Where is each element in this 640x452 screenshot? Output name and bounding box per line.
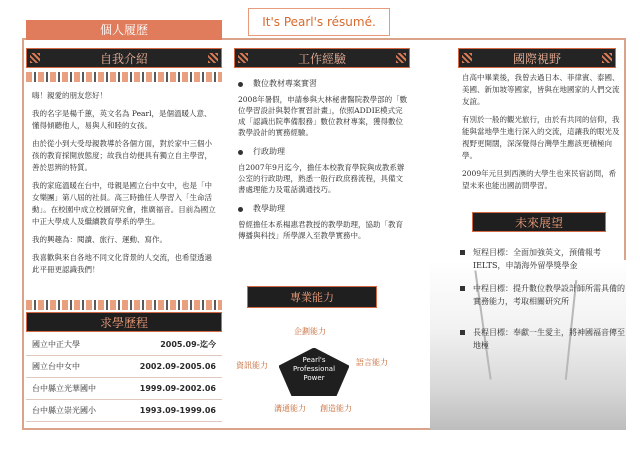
intro-paragraph: 我的家庭溫暖在台中，母親是國立台中女中，也是「中女樂團」第八屆的社員。高三時擔任人學習入「生命活動」。在校園中成立校園研究會，推廣福音。目前為國立中正大學成人及繼續教育學系的學生。	[32, 181, 216, 226]
school-dates: 1993.09-1999.06	[139, 406, 216, 415]
intro-paragraph: 我的名字是楊千蕙，英文名為 Pearl，是個溫暖人意、懂得傾聽他人，易與人和睦的女孩。	[32, 109, 212, 130]
bullet-icon	[238, 82, 243, 87]
intro-body	[26, 90, 222, 282]
ability-label: 語言能力	[356, 358, 388, 367]
school-dates: 1999.09-2002.06	[139, 384, 216, 393]
intro-heading: 自我介紹	[26, 48, 222, 68]
work-section	[234, 74, 410, 249]
pattern-left-icon	[238, 53, 248, 63]
future-goal: 短程目標：全面加強英文，預備報考IELTS，申請海外留學獎學金	[456, 246, 626, 272]
pattern-left-icon	[462, 53, 472, 63]
bullet-icon	[238, 207, 243, 212]
work-item-text: 曾經擔任本系楊惠君教授的教學助理，協助「教育傳播與科技」所學課入至教學實務中。	[238, 220, 403, 240]
bullet-icon	[460, 286, 465, 291]
international-paragraph: 自高中畢業後，我曾去過日本、菲律賓、泰國、美國、新加坡等國家，皆與在地國家的人們交流友誼。	[462, 73, 620, 106]
pattern-left-icon	[30, 53, 40, 63]
international-paragraph: 2009年元旦到西澳的大學生也來民宿訪問，希望未來也能出國訪問學習。	[462, 169, 617, 190]
future-goal: 長程目標：奉獻一生愛主，將神國福音傳至地極	[456, 326, 626, 352]
pattern-right-icon	[396, 53, 406, 63]
ability-label: 創造能力	[320, 404, 352, 413]
future-goal: 中程目標：提升數位教學設計師所需具備的實務能力，考取相關研究所	[456, 282, 626, 308]
bullet-icon	[460, 250, 465, 255]
abilities-center: Pearl's Professional Power	[292, 356, 336, 382]
school-name: 台中縣立崇光國小	[32, 406, 96, 415]
work-item-text: 2008年暑假，申請參與大林秘書醫院教學部的「數位學習設計與製作實習計畫」，依照ADDIE模式完成「認識出院準備服務」數位教材專案，獲得數位教學設計的實務經驗。	[238, 95, 408, 137]
intro-paragraph: 我的興趣為：閱讀、旅行、運動、寫作。	[32, 235, 167, 244]
intro-paragraph: 我喜歡與來自各地不同文化背景的人交流，也希望透過此平冊更認識我們！	[32, 253, 212, 274]
work-item-heading: 行政助理	[234, 146, 410, 158]
future-heading: 未來展望	[472, 212, 606, 232]
abilities-heading: 專業能力	[247, 286, 377, 308]
decorative-border	[26, 300, 222, 310]
work-heading: 工作經驗	[234, 48, 410, 68]
international-heading: 國際視野	[458, 48, 616, 68]
bullet-icon	[460, 330, 465, 335]
education-row	[26, 378, 222, 400]
decorative-border	[26, 72, 222, 82]
education-row	[26, 334, 222, 356]
pattern-right-icon	[208, 53, 218, 63]
pattern-right-icon	[602, 53, 612, 63]
work-item-heading: 教學助理	[234, 203, 410, 215]
school-dates: 2005.09-迄今	[160, 340, 216, 349]
intro-paragraph: 由於從小到大受母親教導於各個方面，對於家中三個小孩的教育採開放態度；故我自幼便具有獨立自主學習，善於思辨的特質。	[32, 139, 212, 172]
intro-paragraph: 嗨！親愛的朋友您好！	[32, 91, 107, 100]
ability-label: 資訊能力	[236, 361, 268, 370]
school-dates: 2002.09-2005.06	[139, 362, 216, 371]
education-row	[26, 356, 222, 378]
education-row	[26, 400, 222, 422]
international-paragraph: 有別於一般的觀光旅行，由於有共同的信仰，我能與當地學生進行深入的交流，這讓我的眼光及視野更開闊，深深覺得台灣學生應該更積極向學。	[462, 115, 620, 160]
ability-label: 溝通能力	[274, 404, 306, 413]
school-name: 國立中正大學	[32, 340, 80, 349]
education-heading: 求學歷程	[26, 312, 222, 332]
school-name: 台中縣立光華國中	[32, 384, 96, 393]
bullet-icon	[238, 150, 243, 155]
education-list	[26, 334, 222, 422]
work-item-heading: 數位教材專案實習	[234, 78, 410, 90]
international-section	[456, 72, 626, 198]
brand-title: It's Pearl's résumé.	[248, 8, 390, 36]
school-name: 國立台中女中	[32, 362, 80, 371]
work-item-text: 自2007年9月迄今，擔任本校教育學院與成教系辦公室的行政助理，熟悉一般行政庶務流程，具備文書處理能力及電話溝通技巧。	[238, 163, 405, 194]
resume-title: 個人履歷	[26, 20, 222, 40]
ability-label: 企劃能力	[294, 327, 326, 336]
